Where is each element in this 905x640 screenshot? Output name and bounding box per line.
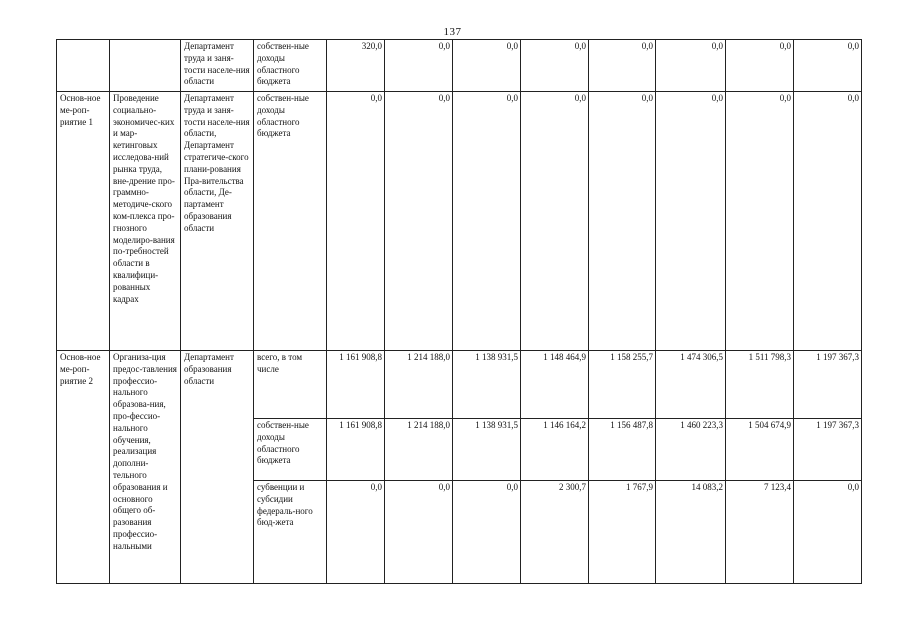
value-cell: 0,0 [327, 92, 385, 351]
status-cell: Основ-ное ме-роп-риятие 2 [57, 351, 110, 584]
value-cell: 1 767,9 [589, 481, 656, 584]
value-cell: 1 138 931,5 [453, 419, 521, 481]
responsible-cell: Департамент труда и заня-тости населе-ния области, Департамент стратегиче-ского плани-рования Пра-вительства области, Де-партамент образования области [181, 92, 254, 351]
table-row [57, 92, 862, 351]
value-cell: 1 158 255,7 [589, 351, 656, 419]
value-cell: 0,0 [656, 40, 726, 92]
value-cell: 320,0 [327, 40, 385, 92]
table-row [57, 40, 862, 92]
value-cell: 1 214 188,0 [385, 419, 453, 481]
value-cell: 1 214 188,0 [385, 351, 453, 419]
value-cell: 1 511 798,3 [726, 351, 794, 419]
value-cell: 1 156 487,8 [589, 419, 656, 481]
status-cell: Основ-ное ме-роп-риятие 1 [57, 92, 110, 351]
value-cell: 0,0 [385, 481, 453, 584]
value-cell: 0,0 [656, 92, 726, 351]
value-cell: 0,0 [521, 40, 589, 92]
value-cell: 1 197 367,3 [794, 351, 862, 419]
value-cell: 0,0 [385, 92, 453, 351]
funding-source-cell: субвенции и субсидии федераль-ного бюд-жета [254, 481, 327, 584]
responsible-cell: Департамент образования области [181, 351, 254, 584]
event-name-cell [110, 40, 181, 92]
value-cell: 0,0 [453, 40, 521, 92]
value-cell: 1 460 223,3 [656, 419, 726, 481]
event-name-cell: Организа-ция предос-тавления профессио-нального образова-ния, про-фессио-нального обучения, реализация дополни-тельного образования и основного общего об-разования профессио-нальными [110, 351, 181, 584]
funding-source-cell: собствен-ные доходы областного бюджета [254, 40, 327, 92]
value-cell: 0,0 [589, 40, 656, 92]
value-cell: 1 146 164,2 [521, 419, 589, 481]
value-cell: 0,0 [794, 92, 862, 351]
value-cell: 0,0 [453, 92, 521, 351]
value-cell: 7 123,4 [726, 481, 794, 584]
funding-source-cell: собствен-ные доходы областного бюджета [254, 92, 327, 351]
value-cell: 2 300,7 [521, 481, 589, 584]
value-cell: 0,0 [521, 92, 589, 351]
event-name-cell: Проведение социально-экономичес-ких и мар-кетинговых исследова-ний рынка труда, вне-дрение про-граммно-методиче-ского ком-плекса про-гнозного моделиро-вания по-требностей области в квалифици-рованных кадрах [110, 92, 181, 351]
value-cell: 0,0 [726, 40, 794, 92]
page-number: 137 [443, 26, 462, 38]
value-cell: 0,0 [453, 481, 521, 584]
status-cell [57, 40, 110, 92]
value-cell: 0,0 [327, 481, 385, 584]
value-cell: 1 474 306,5 [656, 351, 726, 419]
value-cell: 0,0 [794, 481, 862, 584]
value-cell: 1 504 674,9 [726, 419, 794, 481]
value-cell: 14 083,2 [656, 481, 726, 584]
value-cell: 0,0 [726, 92, 794, 351]
budget-table [56, 39, 862, 584]
value-cell: 1 161 908,8 [327, 419, 385, 481]
value-cell: 1 138 931,5 [453, 351, 521, 419]
value-cell: 0,0 [589, 92, 656, 351]
table-row [57, 351, 862, 419]
value-cell: 0,0 [385, 40, 453, 92]
value-cell: 0,0 [794, 40, 862, 92]
value-cell: 1 148 464,9 [521, 351, 589, 419]
funding-source-cell: собствен-ные доходы областного бюджета [254, 419, 327, 481]
funding-source-cell: всего, в том числе [254, 351, 327, 419]
value-cell: 1 197 367,3 [794, 419, 862, 481]
responsible-cell: Департамент труда и заня-тости населе-ния области [181, 40, 254, 92]
value-cell: 1 161 908,8 [327, 351, 385, 419]
